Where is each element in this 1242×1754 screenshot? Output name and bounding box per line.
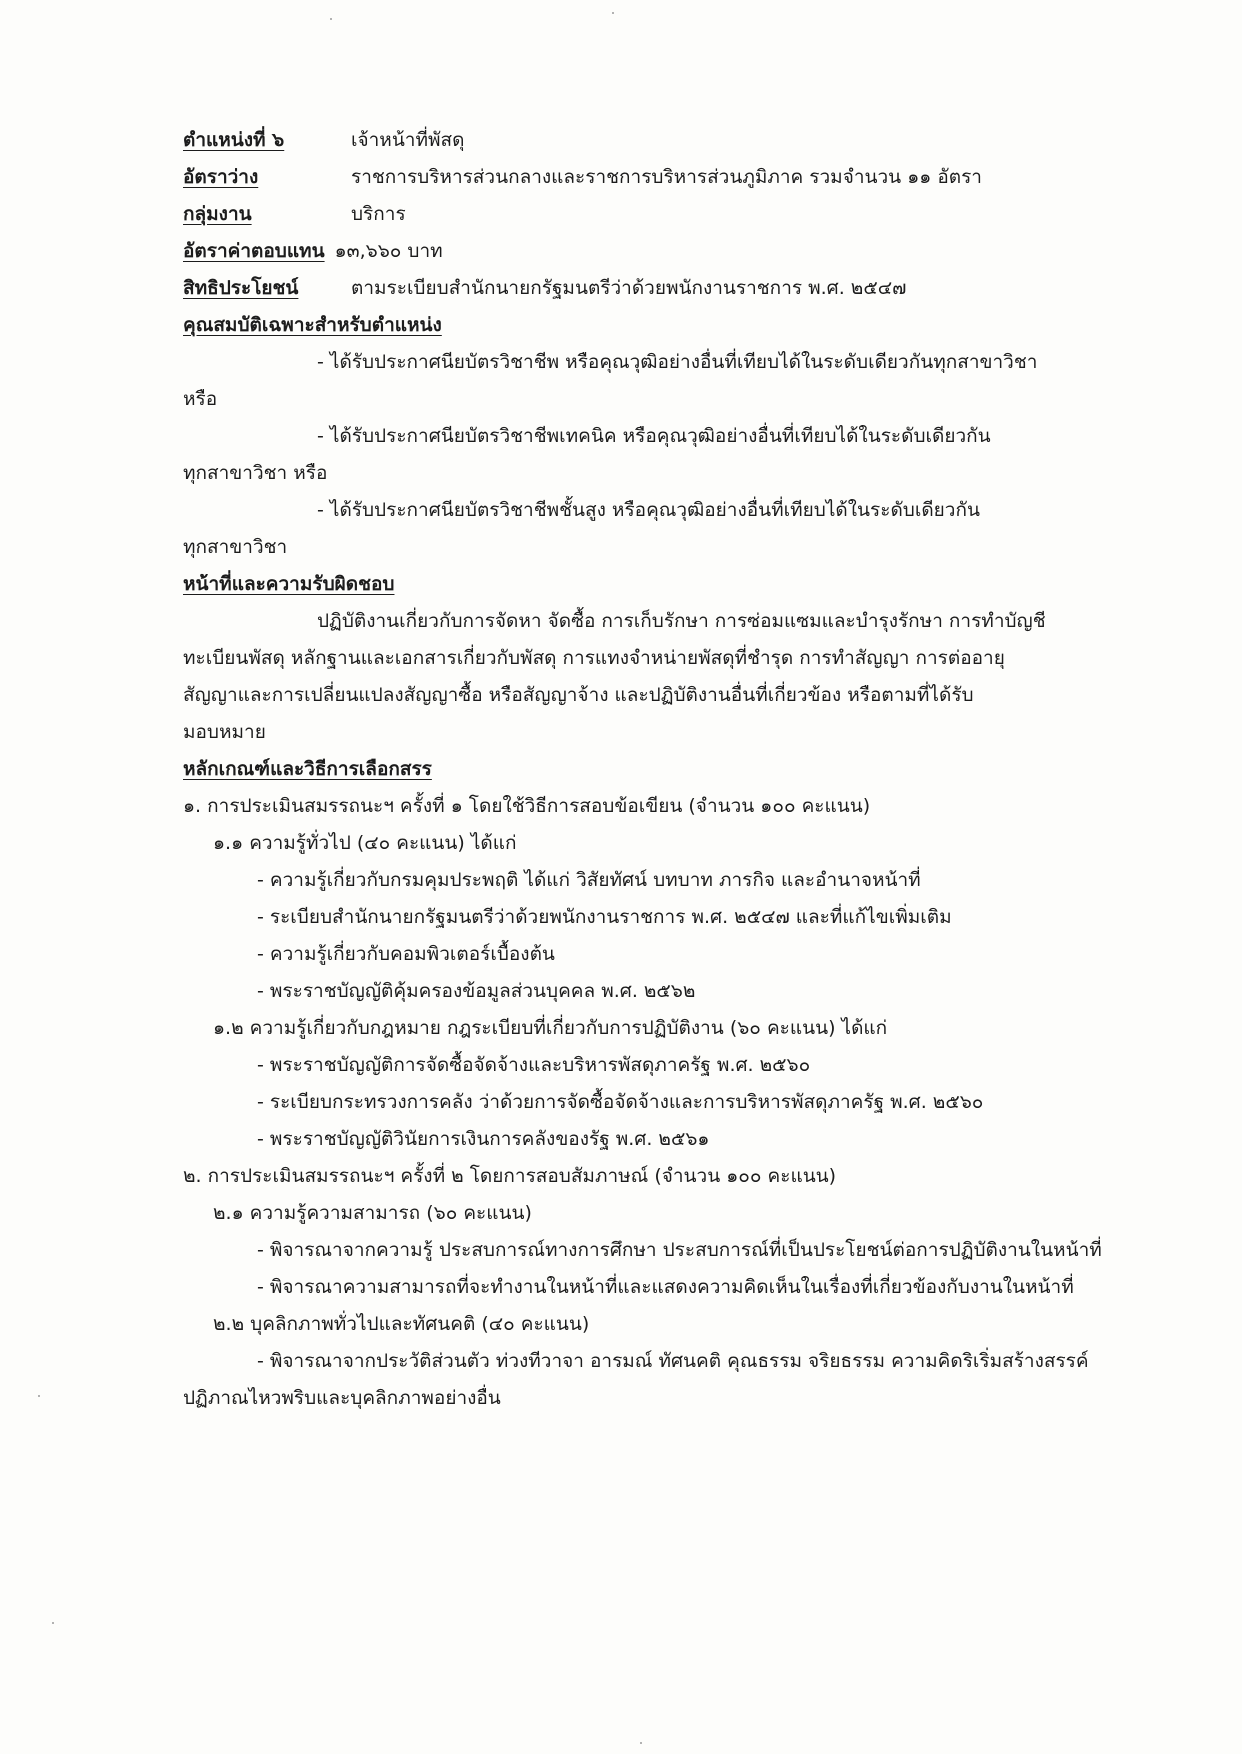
round1-sub2-item: - ระเบียบกระทรวงการคลัง ว่าด้วยการจัดซื้อจัดจ้างและการบริหารพัสดุภาครัฐ พ.ศ. ๒๕๖๐ bbox=[257, 1091, 984, 1113]
round1-sub2-item: - พระราชบัญญัติการจัดซื้อจัดจ้างและบริหารพัสดุภาครัฐ พ.ศ. ๒๕๖๐ bbox=[257, 1054, 811, 1076]
criteria-heading: หลักเกณฑ์และวิธีการเลือกสรร bbox=[183, 758, 432, 780]
round1-sub2-item: - พระราชบัญญัติวินัยการเงินการคลังของรัฐ พ.ศ. ๒๕๖๑ bbox=[257, 1128, 710, 1150]
group-label: กลุ่มงาน bbox=[183, 203, 252, 225]
round1-sub1-item: - ความรู้เกี่ยวกับกรมคุมประพฤติ ได้แก่ วิสัยทัศน์ บทบาท ภารกิจ และอำนาจหน้าที่ bbox=[257, 869, 921, 891]
round1-sub1-title: ๑.๑ ความรู้ทั่วไป (๔๐ คะแนน) ได้แก่ bbox=[213, 832, 517, 854]
duties-line-1: ปฏิบัติงานเกี่ยวกับการจัดหา จัดซื้อ การเก็บรักษา การซ่อมแซมและบำรุงรักษา การทำบัญชี bbox=[317, 610, 1046, 632]
scan-speck bbox=[38, 1395, 40, 1397]
duties-line-3: สัญญาและการเปลี่ยนแปลงสัญญาซื้อ หรือสัญญาจ้าง และปฏิบัติงานอื่นที่เกี่ยวข้อง หรือตามที่ได้รับ bbox=[183, 684, 974, 706]
round2-title: ๒. การประเมินสมรรถนะฯ ครั้งที่ ๒ โดยการสอบสัมภาษณ์ (จำนวน ๑๐๐ คะแนน) bbox=[183, 1165, 837, 1187]
scan-speck bbox=[330, 18, 332, 20]
round2-sub1-item: - พิจารณาความสามารถที่จะทำงานในหน้าที่และแสดงความคิดเห็นในเรื่องที่เกี่ยวข้องกับงานในหน้าที่ bbox=[257, 1276, 1074, 1298]
position-row bbox=[183, 122, 1118, 159]
duties-heading: หน้าที่และความรับผิดชอบ bbox=[183, 573, 395, 595]
scan-speck bbox=[612, 12, 614, 14]
round1-sub1-item: - พระราชบัญญัติคุ้มครองข้อมูลส่วนบุคคล พ.ศ. ๒๕๖๒ bbox=[257, 980, 696, 1002]
round2-sub2-title: ๒.๒ บุคลิกภาพทั่วไปและทัศนคติ (๔๐ คะแนน) bbox=[213, 1313, 590, 1335]
scan-speck bbox=[52, 1622, 54, 1624]
position-value: เจ้าหน้าที่พัสดุ bbox=[351, 129, 465, 151]
vacancy-value: ราชการบริหารส่วนกลางและราชการบริหารส่วนภูมิภาค รวมจำนวน ๑๑ อัตรา bbox=[351, 166, 982, 188]
benefits-row bbox=[183, 270, 1118, 307]
qualification-item-1-line2: หรือ bbox=[183, 388, 218, 410]
compensation-value: ๑๓,๖๖๐ บาท bbox=[334, 240, 443, 262]
round2-sub1-title: ๒.๑ ความรู้ความสามารถ (๖๐ คะแนน) bbox=[213, 1202, 532, 1224]
group-row bbox=[183, 196, 1118, 233]
round1-title: ๑. การประเมินสมรรถนะฯ ครั้งที่ ๑ โดยใช้วิธีการสอบข้อเขียน (จำนวน ๑๐๐ คะแนน) bbox=[183, 795, 871, 817]
round1-sub2-title: ๑.๒ ความรู้เกี่ยวกับกฎหมาย กฎระเบียบที่เกี่ยวกับการปฏิบัติงาน (๖๐ คะแนน) ได้แก่ bbox=[213, 1017, 888, 1039]
round2-sub2-line1: - พิจารณาจากประวัติส่วนตัว ท่วงทีวาจา อารมณ์ ทัศนคติ คุณธรรม จริยธรรม ความคิดริเริ่มสร้างสรรค์ bbox=[257, 1350, 1089, 1372]
qualification-item-3-line1: - ได้รับประกาศนียบัตรวิชาชีพชั้นสูง หรือคุณวุฒิอย่างอื่นที่เทียบได้ในระดับเดียวกัน bbox=[317, 499, 980, 521]
round1-sub1-item: - ความรู้เกี่ยวกับคอมพิวเตอร์เบื้องต้น bbox=[257, 943, 555, 965]
qualification-item-3-line2: ทุกสาขาวิชา bbox=[183, 536, 288, 558]
round1-sub1-item: - ระเบียบสำนักนายกรัฐมนตรีว่าด้วยพนักงานราชการ พ.ศ. ๒๕๔๗ และที่แก้ไขเพิ่มเติม bbox=[257, 906, 952, 928]
benefits-label: สิทธิประโยชน์ bbox=[183, 277, 299, 299]
group-value: บริการ bbox=[351, 203, 406, 225]
position-label: ตำแหน่งที่ ๖ bbox=[183, 129, 285, 151]
document-content bbox=[183, 122, 1118, 1417]
duties-line-4: มอบหมาย bbox=[183, 721, 266, 743]
qualification-item-2-line1: - ได้รับประกาศนียบัตรวิชาชีพเทคนิค หรือคุณวุฒิอย่างอื่นที่เทียบได้ในระดับเดียวกัน bbox=[317, 425, 991, 447]
qualification-item-2-line2: ทุกสาขาวิชา หรือ bbox=[183, 462, 328, 484]
vacancy-label: อัตราว่าง bbox=[183, 166, 259, 188]
qualifications-heading: คุณสมบัติเฉพาะสำหรับตำแหน่ง bbox=[183, 314, 442, 336]
scan-speck bbox=[640, 1742, 642, 1744]
compensation-row bbox=[183, 233, 1118, 270]
duties-line-2: ทะเบียนพัสดุ หลักฐานและเอกสารเกี่ยวกับพัสดุ การแทงจำหน่ายพัสดุที่ชำรุด การทำสัญญา การต่ออายุ bbox=[183, 647, 1005, 669]
round2-sub2-line2: ปฏิภาณไหวพริบและบุคลิกภาพอย่างอื่น bbox=[183, 1387, 501, 1409]
round2-sub1-item: - พิจารณาจากความรู้ ประสบการณ์ทางการศึกษา ประสบการณ์ที่เป็นประโยชน์ต่อการปฏิบัติงานในหน้าที่ bbox=[257, 1239, 1102, 1261]
compensation-label: อัตราค่าตอบแทน bbox=[183, 240, 325, 262]
vacancy-row bbox=[183, 159, 1118, 196]
benefits-value: ตามระเบียบสำนักนายกรัฐมนตรีว่าด้วยพนักงานราชการ พ.ศ. ๒๕๔๗ bbox=[351, 277, 907, 299]
qualification-item-1-line1: - ได้รับประกาศนียบัตรวิชาชีพ หรือคุณวุฒิอย่างอื่นที่เทียบได้ในระดับเดียวกันทุกสาขาวิชา bbox=[317, 351, 1038, 373]
